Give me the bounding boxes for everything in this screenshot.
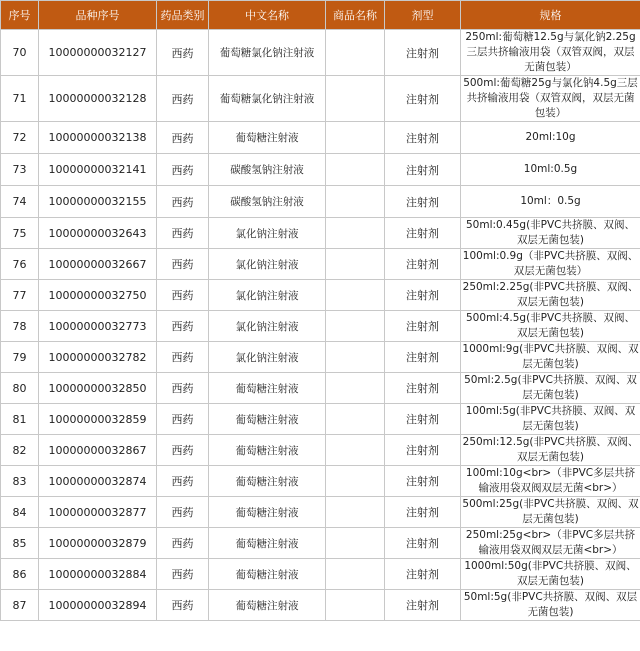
cell-code: 10000000032667: [39, 249, 157, 280]
cell-cn-name: 碳酸氢钠注射液: [209, 154, 326, 186]
cell-trade-name: [326, 76, 385, 122]
cell-category: 西药: [157, 186, 209, 218]
table-row: [1, 435, 640, 466]
cell-trade-name: [326, 122, 385, 154]
cell-no: 82: [1, 435, 39, 466]
cell-cn-name: 氯化钠注射液: [209, 342, 326, 373]
cell-spec: [461, 466, 640, 497]
table-row: [1, 280, 640, 311]
table-row: [1, 559, 640, 590]
cell-no: 77: [1, 280, 39, 311]
spec-text: 50ml:0.45g(非PVC共挤膜、双阀、 双层无菌包装): [465, 219, 636, 246]
table-row: [1, 249, 640, 280]
cell-no: 84: [1, 497, 39, 528]
cell-form: 注射剂: [385, 249, 461, 280]
cell-code: 10000000032128: [39, 76, 157, 122]
table-row: [1, 528, 640, 559]
cell-trade-name: [326, 218, 385, 249]
cell-spec: [461, 559, 640, 590]
cell-form: 注射剂: [385, 122, 461, 154]
cell-cn-name: 葡萄糖注射液: [209, 497, 326, 528]
cell-form: 注射剂: [385, 280, 461, 311]
cell-spec: [461, 76, 640, 122]
cell-spec: [461, 122, 640, 154]
cell-code: 10000000032877: [39, 497, 157, 528]
header-no: 序号: [1, 1, 39, 30]
table-row: [1, 218, 640, 249]
header-cn-name: 中文名称: [209, 1, 326, 30]
cell-cn-name: 葡萄糖氯化钠注射液: [209, 30, 326, 76]
cell-no: 70: [1, 30, 39, 76]
cell-no: 78: [1, 311, 39, 342]
cell-no: 79: [1, 342, 39, 373]
spec-text: 250ml:25g<br>（非PVC多层共挤 输液用袋双阀双层无菌<br>）: [465, 529, 636, 556]
cell-category: 西药: [157, 404, 209, 435]
cell-spec: [461, 435, 640, 466]
cell-spec: [461, 311, 640, 342]
cell-spec: [461, 373, 640, 404]
header-code: 品种序号: [39, 1, 157, 30]
spec-text: 50ml:5g(非PVC共挤膜、双阀、双层 无菌包装): [463, 591, 638, 618]
cell-spec: [461, 590, 640, 621]
cell-cn-name: 葡萄糖注射液: [209, 122, 326, 154]
spec-text: 100ml:10g<br>（非PVC多层共挤 输液用袋双阀双层无菌<br>）: [465, 467, 636, 494]
cell-code: 10000000032138: [39, 122, 157, 154]
cell-code: 10000000032773: [39, 311, 157, 342]
cell-no: 73: [1, 154, 39, 186]
cell-cn-name: 葡萄糖注射液: [209, 404, 326, 435]
cell-code: 10000000032859: [39, 404, 157, 435]
cell-code: 10000000032879: [39, 528, 157, 559]
cell-trade-name: [326, 311, 385, 342]
table-row: [1, 154, 640, 186]
cell-spec: [461, 154, 640, 186]
cell-spec: [461, 528, 640, 559]
table-row: [1, 311, 640, 342]
cell-spec: [461, 249, 640, 280]
cell-category: 西药: [157, 311, 209, 342]
cell-cn-name: 葡萄糖注射液: [209, 559, 326, 590]
cell-form: 注射剂: [385, 497, 461, 528]
cell-trade-name: [326, 528, 385, 559]
cell-category: 西药: [157, 466, 209, 497]
spec-text: 250ml:12.5g(非PVC共挤膜、双阀、 双层无菌包装): [462, 436, 639, 463]
cell-cn-name: 氯化钠注射液: [209, 218, 326, 249]
cell-cn-name: 葡萄糖注射液: [209, 590, 326, 621]
cell-category: 西药: [157, 342, 209, 373]
table-row: [1, 30, 640, 76]
cell-category: 西药: [157, 497, 209, 528]
cell-code: 10000000032874: [39, 466, 157, 497]
table-row: [1, 497, 640, 528]
cell-trade-name: [326, 466, 385, 497]
spec-text: 500ml:4.5g(非PVC共挤膜、双阀、 双层无菌包装): [465, 312, 636, 339]
cell-spec: [461, 218, 640, 249]
spec-text: 1000ml:50g(非PVC共挤膜、双阀、 双层无菌包装): [464, 560, 637, 587]
cell-spec: [461, 404, 640, 435]
cell-category: 西药: [157, 122, 209, 154]
cell-no: 86: [1, 559, 39, 590]
cell-code: 10000000032850: [39, 373, 157, 404]
spec-text: 20ml:10g: [525, 131, 576, 143]
table-row: [1, 122, 640, 154]
cell-form: 注射剂: [385, 76, 461, 122]
cell-form: 注射剂: [385, 186, 461, 218]
spec-text: 100ml:5g(非PVC共挤膜、双阀、双 层无菌包装): [465, 405, 636, 432]
cell-trade-name: [326, 497, 385, 528]
table-row: [1, 186, 640, 218]
cell-no: 75: [1, 218, 39, 249]
cell-category: 西药: [157, 154, 209, 186]
spec-text: 100ml:0.9g（非PVC共挤膜、双阀、 双层无菌包装）: [462, 250, 639, 277]
cell-trade-name: [326, 590, 385, 621]
cell-spec: [461, 497, 640, 528]
cell-spec: [461, 342, 640, 373]
cell-form: 注射剂: [385, 528, 461, 559]
cell-trade-name: [326, 30, 385, 76]
cell-form: 注射剂: [385, 373, 461, 404]
cell-form: 注射剂: [385, 466, 461, 497]
cell-no: 72: [1, 122, 39, 154]
spec-text: 500ml:25g(非PVC共挤膜、双阀、双 层无菌包装): [462, 498, 639, 525]
cell-trade-name: [326, 342, 385, 373]
cell-code: 10000000032894: [39, 590, 157, 621]
table-header: [1, 1, 640, 30]
cell-category: 西药: [157, 280, 209, 311]
cell-cn-name: 葡萄糖注射液: [209, 528, 326, 559]
table-body: [1, 30, 640, 621]
cell-trade-name: [326, 154, 385, 186]
spec-text: 10ml：0.5g: [520, 195, 581, 207]
table-row: [1, 404, 640, 435]
cell-no: 83: [1, 466, 39, 497]
cell-cn-name: 氯化钠注射液: [209, 280, 326, 311]
cell-trade-name: [326, 559, 385, 590]
table-row: [1, 590, 640, 621]
cell-code: 10000000032127: [39, 30, 157, 76]
cell-form: 注射剂: [385, 30, 461, 76]
cell-form: 注射剂: [385, 342, 461, 373]
cell-form: 注射剂: [385, 311, 461, 342]
cell-trade-name: [326, 404, 385, 435]
cell-category: 西药: [157, 373, 209, 404]
cell-trade-name: [326, 249, 385, 280]
cell-no: 81: [1, 404, 39, 435]
cell-category: 西药: [157, 76, 209, 122]
cell-code: 10000000032750: [39, 280, 157, 311]
cell-code: 10000000032643: [39, 218, 157, 249]
header-form: 剂型: [385, 1, 461, 30]
cell-form: 注射剂: [385, 590, 461, 621]
cell-code: 10000000032782: [39, 342, 157, 373]
cell-no: 80: [1, 373, 39, 404]
header-spec: 规格: [461, 1, 640, 30]
cell-cn-name: 碳酸氢钠注射液: [209, 186, 326, 218]
spec-text: 50ml:2.5g(非PVC共挤膜、双阀、双 层无菌包装): [464, 374, 637, 401]
header-trade-name: 商品名称: [326, 1, 385, 30]
cell-cn-name: 葡萄糖氯化钠注射液: [209, 76, 326, 122]
spec-text: 10ml:0.5g: [523, 163, 578, 175]
cell-no: 71: [1, 76, 39, 122]
table-row: [1, 342, 640, 373]
cell-spec: [461, 186, 640, 218]
cell-trade-name: [326, 435, 385, 466]
spec-text: 250ml:葡萄糖12.5g与氯化钠2.25g 三层共挤输液用袋（双管双阀，双层 无菌包装）: [465, 31, 636, 73]
spec-text: 500ml:葡萄糖25g与氯化钠4.5g三层 共挤输液用袋（双管双阀，双层无菌 包装）: [463, 77, 638, 119]
cell-spec: [461, 280, 640, 311]
cell-category: 西药: [157, 249, 209, 280]
cell-category: 西药: [157, 30, 209, 76]
table-row: [1, 373, 640, 404]
cell-cn-name: 氯化钠注射液: [209, 249, 326, 280]
cell-category: 西药: [157, 435, 209, 466]
header-category: 药品类别: [157, 1, 209, 30]
cell-cn-name: 氯化钠注射液: [209, 311, 326, 342]
cell-spec: [461, 30, 640, 76]
cell-no: 85: [1, 528, 39, 559]
cell-cn-name: 葡萄糖注射液: [209, 466, 326, 497]
cell-code: 10000000032867: [39, 435, 157, 466]
cell-form: 注射剂: [385, 218, 461, 249]
cell-trade-name: [326, 373, 385, 404]
cell-category: 西药: [157, 590, 209, 621]
cell-code: 10000000032155: [39, 186, 157, 218]
table-row: [1, 466, 640, 497]
cell-no: 76: [1, 249, 39, 280]
cell-trade-name: [326, 280, 385, 311]
cell-no: 74: [1, 186, 39, 218]
cell-cn-name: 葡萄糖注射液: [209, 373, 326, 404]
cell-code: 10000000032141: [39, 154, 157, 186]
spec-text: 250ml:2.25g(非PVC共挤膜、双阀、 双层无菌包装): [462, 281, 639, 308]
cell-trade-name: [326, 186, 385, 218]
cell-no: 87: [1, 590, 39, 621]
cell-category: 西药: [157, 559, 209, 590]
cell-code: 10000000032884: [39, 559, 157, 590]
cell-cn-name: 葡萄糖注射液: [209, 435, 326, 466]
spec-text: 1000ml:9g(非PVC共挤膜、双阀、双 层无菌包装): [462, 343, 639, 370]
cell-form: 注射剂: [385, 435, 461, 466]
cell-category: 西药: [157, 218, 209, 249]
cell-form: 注射剂: [385, 559, 461, 590]
table-row: [1, 76, 640, 122]
cell-form: 注射剂: [385, 154, 461, 186]
cell-form: 注射剂: [385, 404, 461, 435]
cell-category: 西药: [157, 528, 209, 559]
